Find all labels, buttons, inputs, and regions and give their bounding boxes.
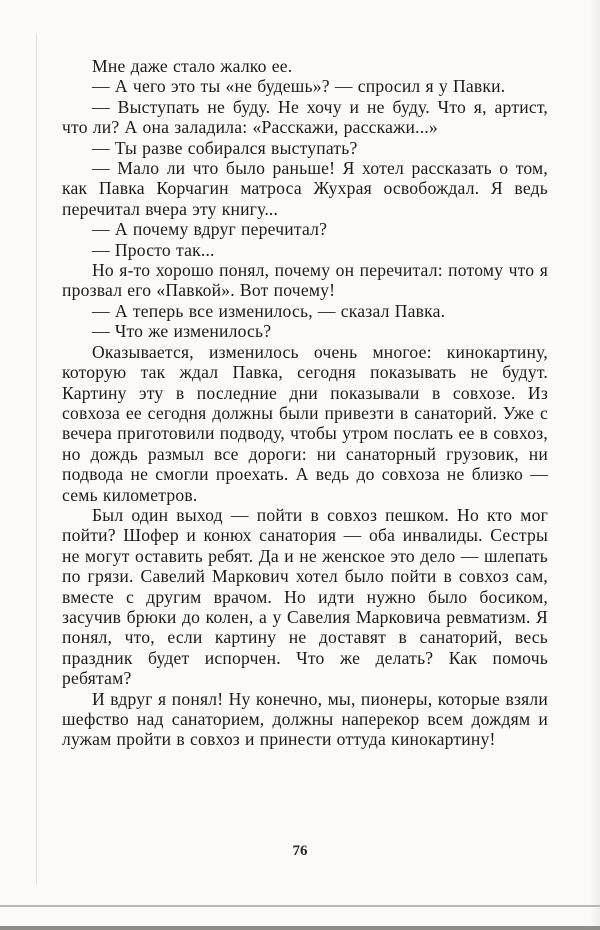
scan-edge-left <box>36 34 37 884</box>
paragraph: — Что же изменилось? <box>92 321 272 342</box>
paragraph: — Мало ли что было раньше! Я хотел рассказать о том, как Павка Корчагин матроса Жухрая освобождал. Я ведь перечитал вчера эту книгу... <box>62 158 548 219</box>
paragraph: — А теперь все изменилось, — сказал Павка. <box>92 300 446 321</box>
scan-edge-bottom <box>0 905 600 907</box>
page-number: 76 <box>292 843 308 859</box>
paragraph: — Выступать не буду. Не хочу и не буду. Что я, артист, что ли? А она заладила: «Расскажи, расскажи...» <box>62 96 548 138</box>
paragraph: Но я-то хорошо понял, почему он перечитал: потому что я прозвал его «Павкой». Вот почему! <box>62 260 548 301</box>
scan-edge-bottom-dark <box>0 926 600 930</box>
text-block <box>62 56 548 750</box>
paragraph: — А почему вдруг перечитал? <box>92 219 328 240</box>
paragraph: — Просто так... <box>92 239 215 260</box>
paragraph: Был один выход — пойти в совхоз пешком. Но кто мог пойти? Шофер и конюх санатория — оба инвалиды. Сестры не могут оставить ребят. Да и не женское это дело — шлепать по грязи. Савелий Маркович хотел было пойти в совхоз сам, вместе с другим врачом. Но идти нужно было босиком, засучив брюки до колен, а у Савелия Марковича ревматизм. Я понял, что, если картину не доставят в санаторий, весь праздник будет испорчен. Что же делать? Как помочь ребятам? <box>62 504 548 689</box>
paragraph: Оказывается, изменилось очень многое: кинокартину, которую так ждал Павка, сегодня показывать не будут. Картину эту в последние дни показывали в совхозе. Из совхоза ее сегодня должны были привезти в санаторий. Уже с вечера приготовили подводу, чтобы утром послать ее в совхоз, но дождь размыл все дороги: ни санаторный грузовик, ни подвода не смогли проехать. А ведь до совхоза не близко — семь километров. <box>62 341 548 505</box>
paragraph: — А чего это ты «не будешь»? — спросил я у Павки. <box>92 76 506 97</box>
scan-shade-right <box>590 0 600 930</box>
paragraph: И вдруг я понял! Ну конечно, мы, пионеры, которые взяли шефство над санаторием, должны наперекор всем дождям и лужам пройти в совхоз и принести оттуда кинокартину! <box>62 688 548 750</box>
paragraph: — Ты разве собирался выступать? <box>92 137 358 158</box>
paragraph: Мне даже стало жалко ее. <box>92 56 293 76</box>
